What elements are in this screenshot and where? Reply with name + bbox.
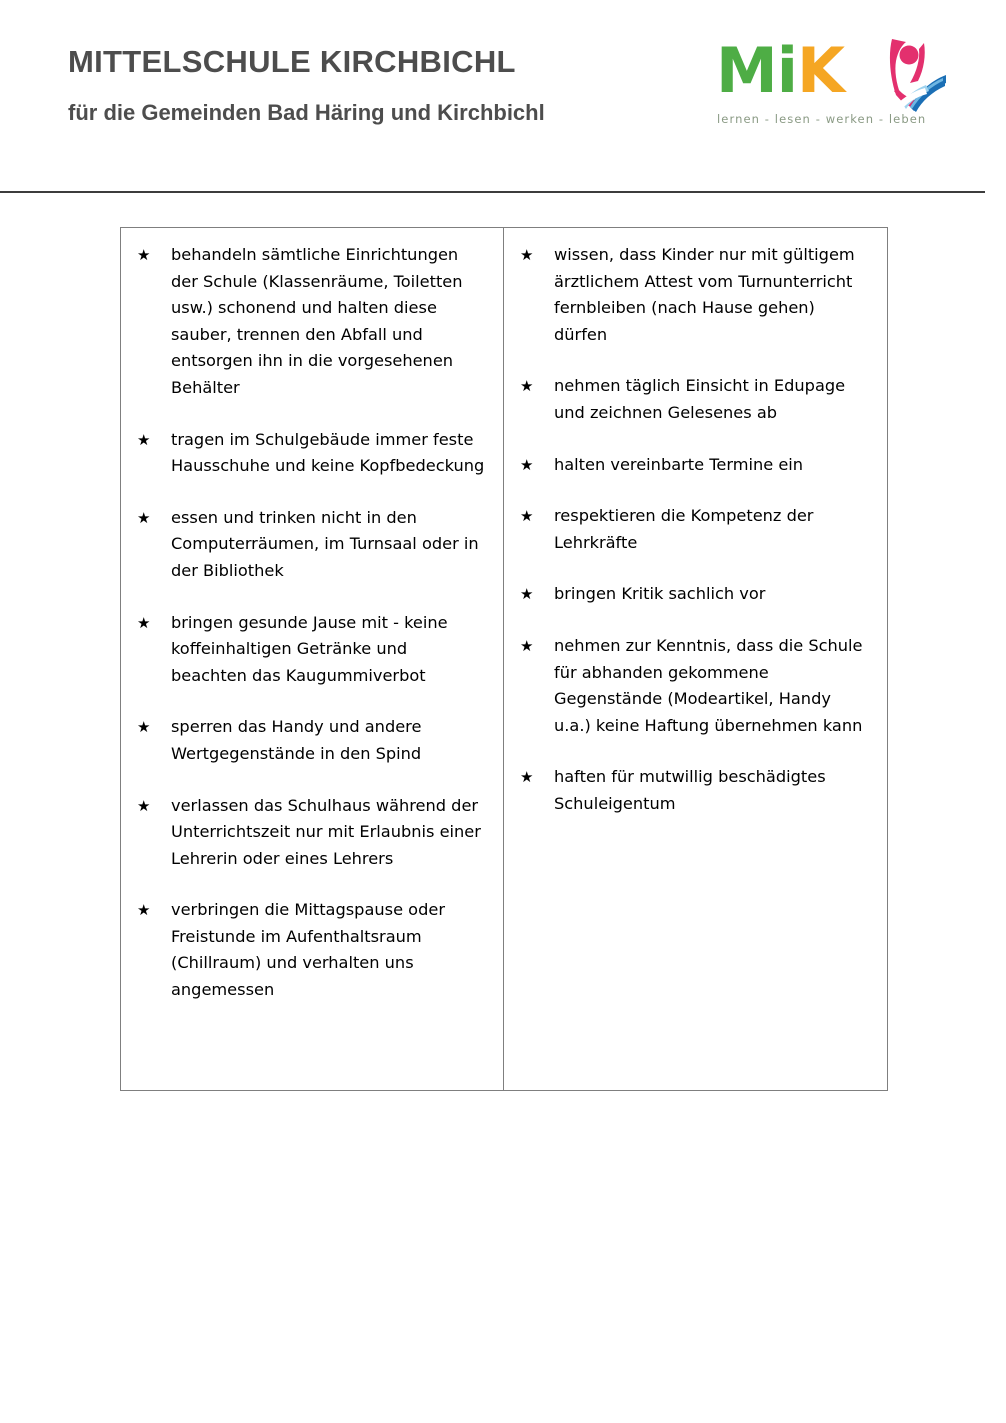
star-bullet-icon: ★ bbox=[137, 430, 151, 449]
rule-text: nehmen zur Kenntnis, dass die Schule für abhanden gekommene Gegenstände (Modeartikel, Handy u.a.) keine Haftung übernehmen kann bbox=[554, 635, 863, 735]
star-bullet-icon: ★ bbox=[137, 508, 151, 527]
rule-item bbox=[520, 633, 871, 739]
rule-text: haften für mutwillig beschädigtes Schuleigentum bbox=[554, 767, 826, 813]
logo-tagline: lernen - lesen - werken - leben bbox=[717, 112, 927, 126]
rule-text: essen und trinken nicht in den Computerräumen, im Turnsaal oder in der Bibliothek bbox=[171, 507, 479, 580]
rule-text: wissen, dass Kinder nur mit gültigem ärztlichem Attest vom Turnunterricht fernbleiben (nach Hause gehen) dürfen bbox=[554, 245, 855, 344]
rule-item bbox=[520, 764, 871, 817]
logo-mark bbox=[712, 33, 950, 113]
rule-item bbox=[137, 242, 487, 402]
page-title: MITTELSCHULE KIRCHBICHL bbox=[68, 44, 516, 79]
star-bullet-icon: ★ bbox=[137, 718, 151, 737]
rule-text: verlassen das Schulhaus während der Unterrichtszeit nur mit Erlaubnis einer Lehrerin oder eines Lehrers bbox=[171, 795, 481, 868]
rule-text: verbringen die Mittagspause oder Freistunde im Aufenthaltsraum (Chillraum) und verhalten uns angemessen bbox=[171, 900, 445, 1000]
star-bullet-icon: ★ bbox=[520, 768, 534, 787]
rules-list-right bbox=[520, 242, 871, 818]
rules-column-right bbox=[504, 228, 887, 1090]
star-bullet-icon: ★ bbox=[520, 246, 534, 264]
mik-logo bbox=[712, 33, 950, 141]
star-bullet-icon: ★ bbox=[520, 507, 534, 526]
rule-text: respektieren die Kompetenz der Lehrkräfte bbox=[554, 506, 814, 552]
star-bullet-icon: ★ bbox=[137, 246, 151, 264]
page-header bbox=[0, 0, 1006, 193]
rule-item bbox=[520, 242, 871, 348]
rule-item bbox=[137, 793, 487, 873]
logo-letter-k: K bbox=[796, 34, 845, 107]
reader-with-book-icon bbox=[872, 33, 950, 113]
rules-list-left bbox=[137, 242, 487, 1004]
logo-letter-i: i bbox=[776, 34, 797, 107]
star-bullet-icon: ★ bbox=[137, 901, 151, 920]
rule-item bbox=[137, 505, 487, 585]
rule-text: halten vereinbarte Termine ein bbox=[554, 454, 804, 474]
rule-text: behandeln sämtliche Einrichtungen der Schule (Klassenräume, Toiletten usw.) schonend und halten diese sauber, trennen den Abfall und entsorgen ihn in die vorgesehenen Behälter bbox=[171, 245, 463, 397]
rule-text: sperren das Handy und andere Wertgegenstände in den Spind bbox=[171, 717, 422, 763]
star-bullet-icon: ★ bbox=[520, 455, 534, 474]
rule-text: nehmen täglich Einsicht in Edupage und zeichnen Gelesenes ab bbox=[554, 376, 846, 422]
logo-wordmark bbox=[716, 35, 844, 107]
star-bullet-icon: ★ bbox=[520, 636, 534, 655]
rule-item bbox=[137, 714, 487, 767]
star-bullet-icon: ★ bbox=[137, 613, 151, 632]
rule-item bbox=[137, 427, 487, 480]
star-bullet-icon: ★ bbox=[137, 796, 151, 815]
rule-item bbox=[520, 452, 871, 479]
star-bullet-icon: ★ bbox=[520, 585, 534, 604]
rule-item bbox=[520, 373, 871, 426]
rules-column-left bbox=[121, 228, 504, 1090]
page-subtitle: für die Gemeinden Bad Häring und Kirchbichl bbox=[68, 99, 545, 125]
rule-item bbox=[137, 897, 487, 1003]
rules-table bbox=[120, 227, 888, 1091]
rule-item bbox=[137, 610, 487, 690]
rule-item bbox=[520, 581, 871, 608]
header-divider bbox=[0, 191, 985, 193]
logo-letter-m: M bbox=[716, 34, 777, 107]
rule-item bbox=[520, 503, 871, 556]
star-bullet-icon: ★ bbox=[520, 377, 534, 396]
rule-text: tragen im Schulgebäude immer feste Hausschuhe und keine Kopfbedeckung bbox=[171, 429, 485, 476]
rule-text: bringen Kritik sachlich vor bbox=[554, 584, 766, 604]
rule-text: bringen gesunde Jause mit - keine koffeinhaltigen Getränke und beachten das Kaugummiverbot bbox=[171, 612, 448, 685]
header-text-block bbox=[68, 44, 688, 126]
